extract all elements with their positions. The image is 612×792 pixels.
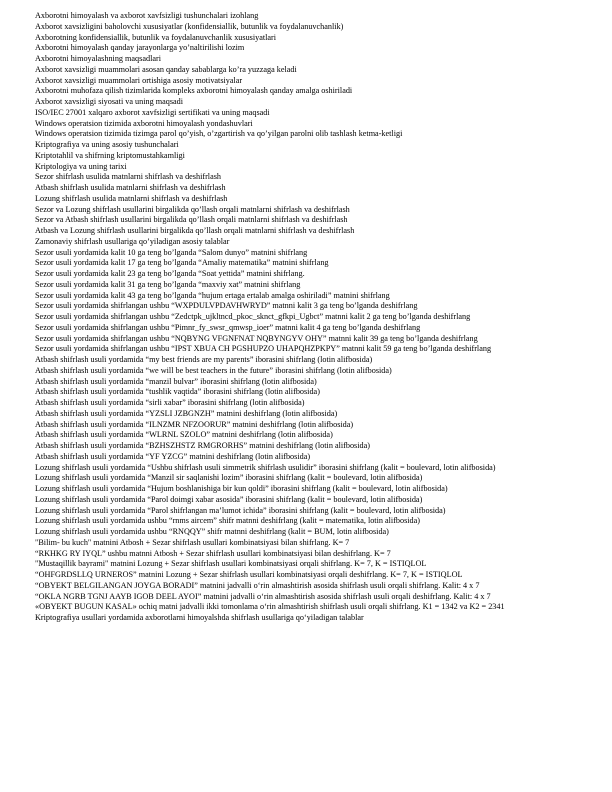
document-line: Atbash shifrlash usuli yordamida “YF YZCG” matnini deshifrlang (lotin alifbosida) <box>35 451 311 461</box>
document-line: Atbash shifrlash usuli yordamida “we will be best teachers in the future” iborasini shifrlang (lotin alifbosida) <box>35 365 392 375</box>
document-line: Atbash shifrlash usuli yordamida “manzil bulvar” iborasini shifrlang (lotin alifbosida) <box>35 376 317 386</box>
document-line: Axborot xavsizligini baholovchi xususiyatlar (konfidensiallik, butunlik va foydalanuvchanlik) <box>35 21 344 31</box>
document-line: Kriptografiya va uning asosiy tushunchalari <box>35 140 179 149</box>
document-line: Windows operatsion tizimida axborotni himoyalash yondashuvlari <box>35 118 253 128</box>
document-line: Axborotning konfidensiallik, butunlik va foydalanuvchanlik xususiyatlari <box>35 32 277 42</box>
document-line: Lozung shifrlash usuli yordamida ushbu “rnms aircem” shifr matnni deshifrlang (kalit = matematika, lotin alifbosida) <box>35 516 421 526</box>
document-line: Atbash shifrlash usuli yordamida “WLRNL SZOLO” matnini deshifrlang (lotin alifbosida) <box>35 430 333 440</box>
document-line: Atbash shifrlash usuli yordamida “my best friends are my parents” iborasini shifrlang (lotin alifbosida) <box>35 355 373 364</box>
document-line: “OBYEKT BELGILANGAN JOYGA BORADI” matnini jadvalli o‘rin almashtirish asosida shifrlash usuli orqali shifrlang. Kalit: 4 x 7 <box>35 580 480 590</box>
document-line: “RKHKG RY IYQL” ushbu matnni Atbosh + Sezar shifrlash usullari kombinatsiyasi bilan deshifrlang. K= 7 <box>35 548 391 558</box>
document-line: Lozung shifrlash usuli yordamida “Parol doimgi xabar asosida” iborasini shifrlang (kalit = boulevard, lotin alifbosida) <box>35 494 423 504</box>
document-line: Axborotni himoyalash qanday jarayonlarga yo’naltirilishi lozim <box>35 43 245 53</box>
document-line: Atbash va Lozung shifrlash usullarini birgalikda qo’llash orqali matnlarni shifrlash va deshifrlash <box>35 226 355 235</box>
document-line: Lozung shifrlash usuli yordamida “Parol shifrlangan ma’lumot ichida” iborasini shifrlang (kalit = boulevard, lotin alifbosida) <box>35 505 446 515</box>
document-line: Axborotni himoyalashning maqsadlari <box>35 54 161 63</box>
document-line: Windows operatsion tizimida tizimga parol qo’yish, o’zgartirish va qo’yilgan parolni olib tashlash ketma-ketligi <box>35 129 403 139</box>
document-line: Axborot xavsizligi siyosati va uning maqsadi <box>35 97 184 106</box>
document-line: Lozung shifrlash usuli yordamida ushbu “RNQQY” shifr matnni deshifrlang (kalit = BUM, lotin alifbosida) <box>35 527 389 536</box>
document-line: Sezor usuli yordamida shifrlangan ushbu “NQBYNG VFGNFNAT NQBYNGYV OHY” matnni kalit 39 ga teng bo’lganda deshifrlang <box>35 333 478 343</box>
document-line: "Bilim- bu kuch" matnini Atbosh + Sezar shifrlash usullari kombinatsiyasi bilan shifrlang. K= 7 <box>35 537 350 547</box>
document-line: Sezor usuli yordamida kalit 43 ga teng bo’lganda “hujum ertaga ertalab amalga oshiriladi” matnini shifrlang <box>35 290 390 300</box>
document-line: Sezor usuli yordamida shifrlangan ushbu “Zedctpk_ujkltncd_pkoc_sknct_gfkpi_Ugbct” matnni kalit 2 ga teng bo’lganda deshifrlang <box>35 312 471 321</box>
document-line: Sezor shifrlash usulida matnlarni shifrlash va deshifrlash <box>35 172 221 182</box>
document-line: Lozung shifrlash usulida matnlarni shifrlash va deshifrlash <box>35 193 228 203</box>
document-line: Atbash shifrlash usulida matnlarni shifrlash va deshifrlash <box>35 183 226 192</box>
document-line: Axborotni muhofaza qilish tizimlarida kompleks axborotni himoyalash qanday amalga oshiriladi <box>35 86 353 96</box>
document-page <box>35 11 584 624</box>
document-line: Lozung shifrlash usuli yordamida “Ushbu shifrlash usuli simmetrik shifrlash usulidir” iborasini shifrlang (kalit = boulevard, lotin alifbosida) <box>35 462 496 472</box>
document-line: Zamonaviy shifrlash usullariga qo’yiladigan asosiy talablar <box>35 236 230 246</box>
document-line: Sezor va Lozung shifrlash usullarini birgalikda qo’llash orqali matnlarni shifrlash va deshifrlash <box>35 204 350 214</box>
document-line: Atbash shifrlash usuli yordamida “BZHSZHSTZ RMGRORHS” matnini deshifrlang (lotin alifbosida) <box>35 441 370 450</box>
document-line: Atbash shifrlash usuli yordamida “ILNZMR NFZOORUR” matnini deshifrlang (lotin alifbosida) <box>35 419 354 429</box>
document-line: Lozung shifrlash usuli yordamida “Hujum boshlanishiga bir kun qoldi” iborasini shifrlang (kalit = boulevard, lotin alifbosida) <box>35 484 448 493</box>
document-line: Atbash shifrlash usuli yordamida “tushlik vaqtida” iborasini shifrlang (lotin alifbosida) <box>35 387 320 397</box>
document-line: “OKLA NGRB TGNJ AAYB IGOB DEEL AYOI” matnini jadvalli o‘rin almashtirish asosida shifrlash usuli orqali deshifrlang. Kalit: 4 x 7 <box>35 591 491 601</box>
document-line: Sezor usuli yordamida kalit 17 ga teng bo’lganda “Amaliy matematika” matnini shifrlang <box>35 258 329 268</box>
document-line: Kriptologiya va uning tarixi <box>35 161 127 171</box>
document-line: Sezor usuli yordamida kalit 23 ga teng bo’lganda “Soat yettida” matnini shifrlang. <box>35 269 305 278</box>
document-line: Atbash shifrlash usuli yordamida “YZSLI JZBGNZH” matnini deshifrlang (lotin alifbosida) <box>35 408 338 418</box>
document-line: ISO/IEC 27001 xalqaro axborot xavfsizligi sertifikati va uning maqsadi <box>35 107 270 117</box>
document-line: Axborot xavsizligi muammolari asosan qanday sabablarga ko’ra yuzzaga keladi <box>35 64 297 74</box>
document-line: Sezor usuli yordamida shifrlangan ushbu “Pimnr_fy_swsr_qmwsp_ioer” matnni kalit 4 ga teng bo’lganda deshifrlang <box>35 322 421 332</box>
document-line: Sezor va Atbash shifrlash usullarini birgalikda qo’llash orqali matnlarni shifrlash va deshifrlash <box>35 215 348 225</box>
document-line: Sezor usuli yordamida kalit 10 ga teng bo’lganda “Salom dunyo” matnini shifrlang <box>35 247 308 257</box>
document-line: Sezor usuli yordamida kalit 31 ga teng bo’lganda “maxviy xat” matnini shifrlang <box>35 279 301 289</box>
document-line: Axborotni himoyalash va axborot xavfsizligi tushunchalari izohlang <box>35 11 259 20</box>
document-line: Sezor usuli yordamida shifrlangan ushbu “WXPDULVPDAVHWRYD” matnni kalit 3 ga teng bo’lganda deshifrlang <box>35 301 418 311</box>
document-line: Kriptografiya usullari yordamida axborotlarni himoyalshda shifrlash usullariga qo‘yiladigan talablar <box>35 613 364 622</box>
document-line: Atbash shifrlash usuli yordamida “sirli xabar” iborasini shifrlang (lotin alifbosida) <box>35 398 305 407</box>
document-line: Lozung shifrlash usuli yordamida “Manzil sir saqlanishi lozim” iborasini shifrlang (kalit = boulevard, lotin alifbosida) <box>35 473 423 483</box>
document-line: «OBYEKT BUGUN KASAL» ochiq matni jadvalli ikki tomonlama o‘rin almashtirish shifrlash usuli orqali shifrlang. K1 = 1342 va K2 = 2341 <box>35 602 505 612</box>
document-line: "Mustaqillik bayrami" matnini Lozung + Sezar shifrlash usullari kombinatsiyasi orqali shifrlang. K= 7, K = ISTIQLOL <box>35 559 427 569</box>
document-line: Sezor usuli yordamida shifrlangan ushbu “IPST XBUA CH PGSHUPZO UHAPQHZPKPY” matnni kalit 59 ga teng bo’lganda deshifrlang <box>35 344 492 354</box>
document-line: “OHFGRDSLLQ URNEROS” matnini Lozung + Sezar shifrlash usullari kombinatsiyasi orqali deshifrlang. K= 7, K = ISTIQLOL <box>35 570 463 579</box>
document-line: Kriptotahlil va shifrning kriptomustahkamligi <box>35 150 185 160</box>
document-line: Axborot xavsizligi muammolari ortishiga asosiy motivatsiyalar <box>35 75 243 85</box>
